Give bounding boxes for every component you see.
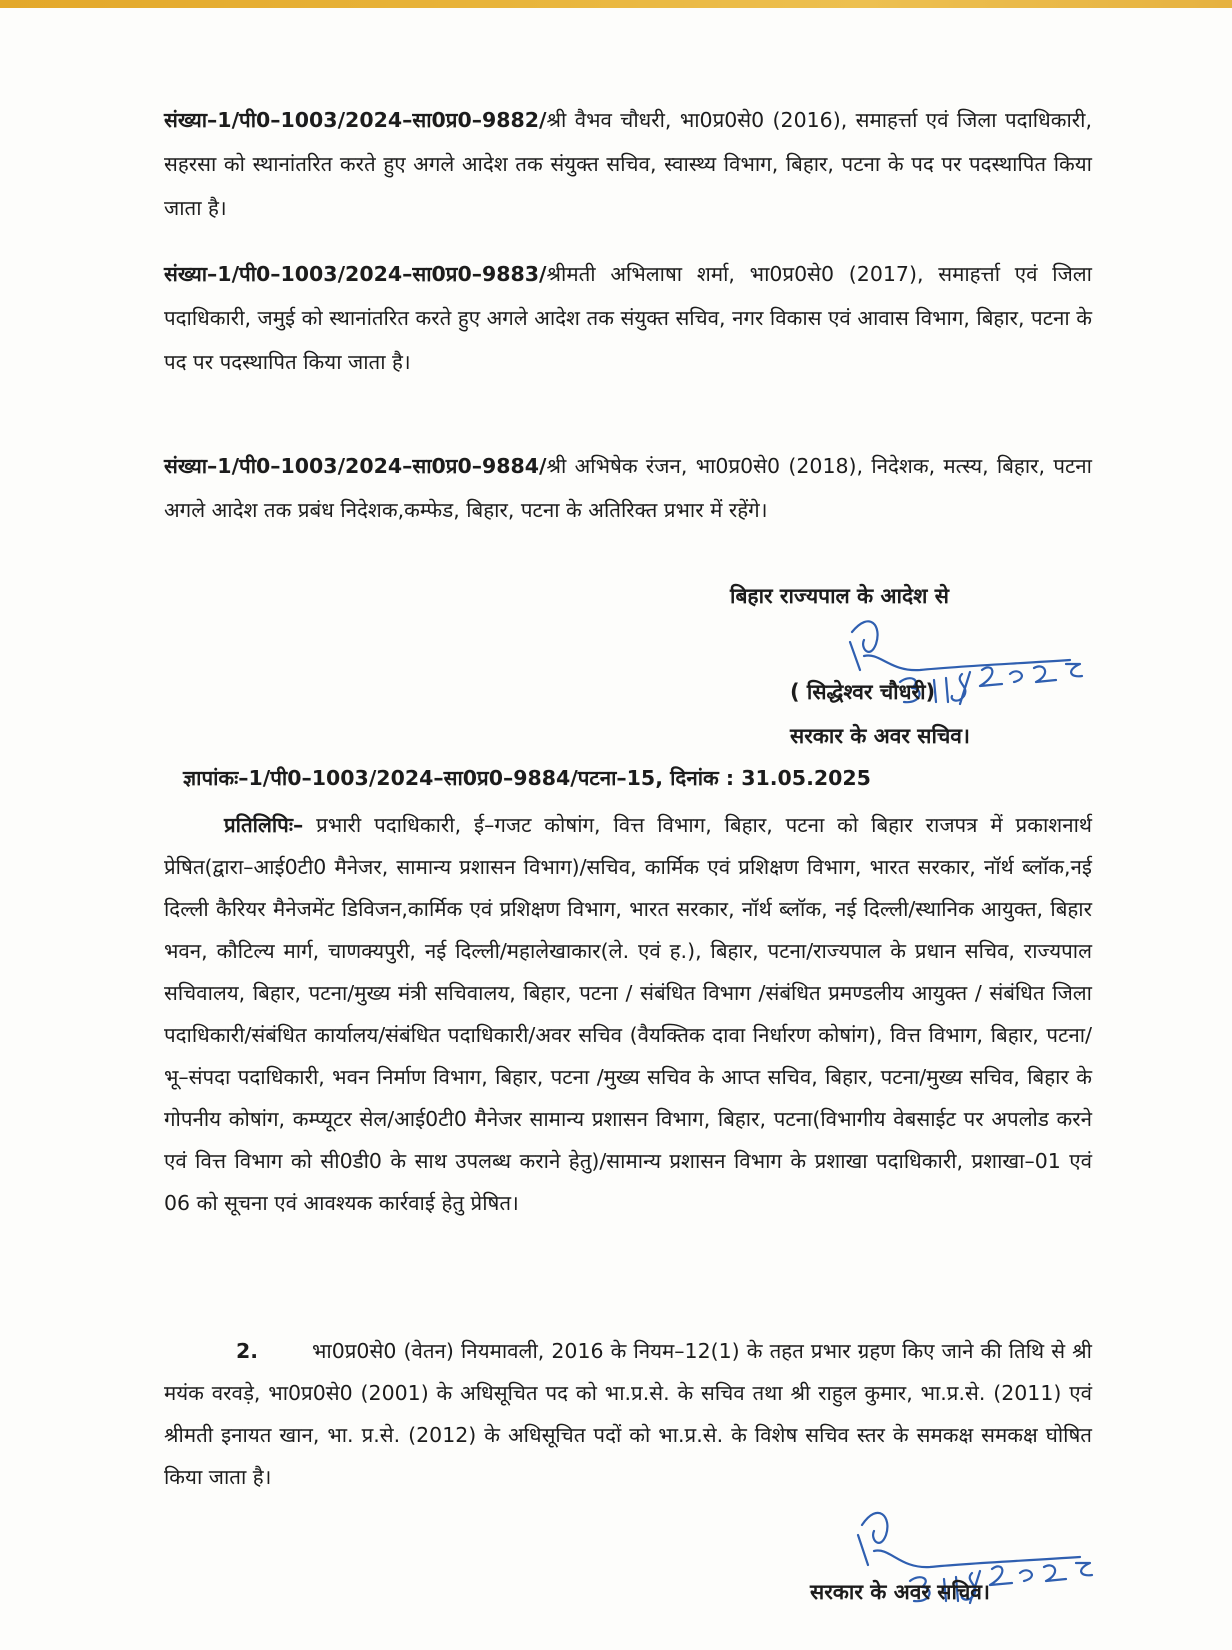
paragraph-2 [164,1330,1092,1498]
order-paragraph-2 [164,252,1092,384]
governor-order-line: बिहार राज्यपाल के आदेश से [730,584,949,608]
signer-designation: सरकार के अवर सचिव। [790,724,970,748]
signature-stroke [858,1513,1080,1567]
order-paragraph-1 [164,98,1092,230]
order-text: श्रीमती अभिलाषा शर्मा, भा0प्र0से0 (2017), समाहर्त्ता एवं जिला पदाधिकारी, जमुई को स्थानांतरित करते हुए अगले आदेश तक संयुक्त सचिव, नगर विकास एवं आवास विभाग, बिहार, पटना के पद पर पदस्थापित किया जाता है। [164,262,1092,374]
copy-to-paragraph [164,804,1092,1224]
order-number: संख्या–1/पी0–1003/2024–सा0प्र0–9884/ [164,454,547,478]
order-number: संख्या–1/पी0–1003/2024–सा0प्र0–9883/ [164,262,547,286]
copy-to-label: प्रतिलिपिः– [224,813,304,837]
final-signer-designation: सरकार के अवर सचिव। [810,1580,990,1604]
order-paragraph-3 [164,444,1092,532]
order-text: श्री वैभव चौधरी, भा0प्र0से0 (2016), समाहर्त्ता एवं जिला पदाधिकारी, सहरसा को स्थानांतरित करते हुए अगले आदेश तक संयुक्त सचिव, स्वास्थ्य विभाग, बिहार, पटना के पद पर पदस्थापित किया जाता है। [164,108,1092,220]
paragraph-number: 2. [236,1339,259,1363]
memo-number-and-date: ज्ञापांकः–1/पी0–1003/2024–सा0प्र0–9884/पटना–15, दिनांक : 31.05.2025 [183,766,871,790]
order-text: श्री अभिषेक रंजन, भा0प्र0से0 (2018), निदेशक, मत्स्य, बिहार, पटना अगले आदेश तक प्रबंध निदेशक,कम्फेड, बिहार, पटना के अतिरिक्त प्रभार में रहेंगे। [164,454,1092,522]
copy-to-text: प्रभारी पदाधिकारी, ई–गजट कोषांग, वित्त विभाग, बिहार, पटना को बिहार राजपत्र में प्रकाशनार्थ प्रेषित(द्वारा–आई0टी0 मैनेजर, सामान्य प्रशासन विभाग)/सचिव, कार्मिक एवं प्रशिक्षण विभाग, भारत सरकार, नॉर्थ ब्लॉक,नई दिल्ली कैरियर मैनेजमेंट डिविजन,कार्मिक एवं प्रशिक्षण विभाग, भारत सरकार, नॉर्थ ब्लॉक, नई दिल्ली/स्थानिक आयुक्त, बिहार भवन, कौटिल्य मार्ग, चाणक्यपुरी, नई दिल्ली/महालेखाकार(ले. एवं ह.), बिहार, पटना/राज्यपाल के प्रधान सचिव, राज्यपाल सचिवालय, बिहार, पटना/मुख्य मंत्री सचिवालय, बिहार, पटना / संबंधित विभाग /संबंधित प्रमण्डलीय आयुक्त / संबंधित जिला पदाधिकारी/संबंधित कार्यालय/संबंधित पदाधिकारी/अवर सचिव (वैयक्तिक दावा निर्धारण कोषांग), वित्त विभाग, बिहार, पटना/भू–संपदा पदाधिकारी, भवन निर्माण विभाग, बिहार, पटना /मुख्य सचिव के आप्त सचिव, बिहार, पटना/मुख्य सचिव, बिहार के गोपनीय कोषांग, कम्प्यूटर सेल/आई0टी0 मैनेजर सामान्य प्रशासन विभाग, बिहार, पटना(विभागीय वेबसाईट पर अपलोड करने एवं वित्त विभाग को सी0डी0 के साथ उपलब्ध कराने हेतु)/सामान्य प्रशासन विभाग के प्रशाखा पदाधिकारी, प्रशाखा–01 एवं 06 को सूचना एवं आवश्यक कार्रवाई हेतु प्रेषित। [164,813,1092,1215]
order-number: संख्या–1/पी0–1003/2024–सा0प्र0–9882/ [164,108,547,132]
signature-stroke [850,621,1070,670]
paragraph-text: भा0प्र0से0 (वेतन) नियमावली, 2016 के नियम–12(1) के तहत प्रभार ग्रहण किए जाने की तिथि से श्री मयंक वरवड़े, भा0प्र0से0 (2001) के अधिसूचित पद को भा.प्र.से. के सचिव तथा श्री राहुल कुमार, भा.प्र.से. (2011) एवं श्रीमती इनायत खान, भा. प्र.से. (2012) के अधिसूचित पदों को भा.प्र.से. के विशेष सचिव स्तर के समकक्ष समकक्ष घोषित किया जाता है। [164,1339,1092,1489]
signer-name: ( सिद्धेश्वर चौधरी) [790,680,936,704]
